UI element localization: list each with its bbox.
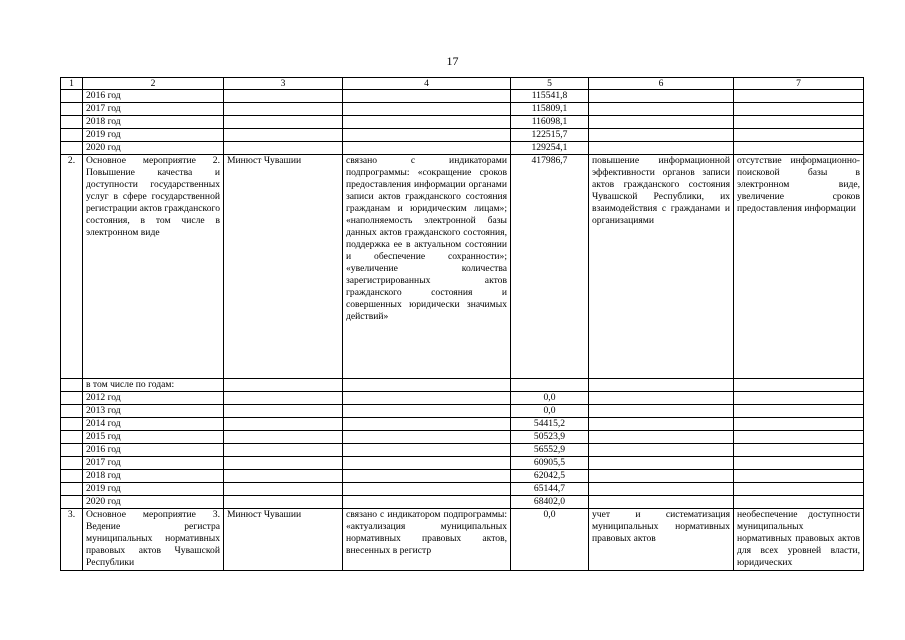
funding-cell: 50523,9 <box>511 431 589 444</box>
year-cell: 2017 год <box>83 103 224 116</box>
funding-cell: 65144,7 <box>511 483 589 496</box>
table-row <box>61 90 864 103</box>
year-cell: 2014 год <box>83 418 224 431</box>
table-row <box>61 444 864 457</box>
table-row <box>61 116 864 129</box>
activity-number: 2. <box>61 155 83 379</box>
column-number: 2 <box>83 78 224 90</box>
funding-cell: 115809,1 <box>511 103 589 116</box>
activity-total-funding: 0,0 <box>511 509 589 571</box>
funding-cell: 122515,7 <box>511 129 589 142</box>
table-row <box>61 470 864 483</box>
column-number: 5 <box>511 78 589 90</box>
funding-cell: 54415,2 <box>511 418 589 431</box>
table-row <box>61 379 864 392</box>
table-row <box>61 103 864 116</box>
year-cell: 2012 год <box>83 392 224 405</box>
table-row <box>61 457 864 470</box>
funding-cell: 60905,5 <box>511 457 589 470</box>
activity-number: 3. <box>61 509 83 571</box>
funding-cell: 115541,8 <box>511 90 589 103</box>
column-number: 3 <box>224 78 343 90</box>
activity-row <box>61 155 864 379</box>
year-cell: 2019 год <box>83 129 224 142</box>
year-cell: 2020 год <box>83 496 224 509</box>
column-number: 6 <box>589 78 734 90</box>
activity-consequence: необеспечение доступности муниципальных нормативных правовых актов для всех уровней власти, юридических <box>734 509 864 571</box>
activity-expected-result: повышение информационной эффективности органов записи актов гражданского состояния Чувашской Республики, их взаимодействия с гражданами и организациями <box>589 155 734 379</box>
year-cell: 2018 год <box>83 470 224 483</box>
funding-cell: 129254,1 <box>511 142 589 155</box>
funding-cell: 0,0 <box>511 392 589 405</box>
column-number: 1 <box>61 78 83 90</box>
year-cell: 2013 год <box>83 405 224 418</box>
column-number: 7 <box>734 78 864 90</box>
funding-cell: 0,0 <box>511 405 589 418</box>
activity-indicators: связано с индикатором подпрограммы: «актуализация муниципальных нормативных правовых актов, внесенных в регистр <box>343 509 511 571</box>
table-row <box>61 129 864 142</box>
year-cell: 2015 год <box>83 431 224 444</box>
table-row <box>61 405 864 418</box>
year-cell: 2017 год <box>83 457 224 470</box>
by-years-label: в том числе по годам: <box>83 379 224 392</box>
activity-indicators: связано с индикаторами подпрограммы: «сокращение сроков предоставления информации органами записи актов гражданского состояния гражданам и юридическим лицам»; «наполняемость электронной базы данных актов гражданского состояния, поддержка ее в актуальном состоянии и обеспечение сохранности»; «увеличение количества зарегистрированных актов гражданского состояния и совершенных юридически значимых действий» <box>343 155 511 379</box>
page-number: 17 <box>446 54 459 68</box>
program-measures-table <box>60 77 864 571</box>
activity-consequence: отсутствие информационно-поисковой базы в электронном виде, увеличение сроков предоставления информации <box>734 155 864 379</box>
activity-executor: Минюст Чувашии <box>224 155 343 379</box>
activity-name: Основное мероприятие 2. Повышение качества и доступности государственных услуг в сфере государственной регистрации актов гражданского состояния, в том числе в электронном виде <box>83 155 224 379</box>
activity-expected-result: учет и систематизация муниципальных нормативных правовых актов <box>589 509 734 571</box>
table-row <box>61 142 864 155</box>
year-cell: 2016 год <box>83 90 224 103</box>
activity-row <box>61 509 864 571</box>
funding-cell: 68402,0 <box>511 496 589 509</box>
activity-name: Основное мероприятие 3. Ведение регистра муниципальных нормативных правовых актов Чувашской Республики <box>83 509 224 571</box>
year-cell: 2018 год <box>83 116 224 129</box>
year-cell: 2016 год <box>83 444 224 457</box>
column-number-row <box>61 78 864 90</box>
table-row <box>61 431 864 444</box>
table-row <box>61 392 864 405</box>
year-cell: 2020 год <box>83 142 224 155</box>
table-row <box>61 483 864 496</box>
funding-cell: 62042,5 <box>511 470 589 483</box>
activity-executor: Минюст Чувашии <box>224 509 343 571</box>
funding-cell: 116098,1 <box>511 116 589 129</box>
funding-cell: 56552,9 <box>511 444 589 457</box>
column-number: 4 <box>343 78 511 90</box>
table-row <box>61 496 864 509</box>
table-row <box>61 418 864 431</box>
activity-total-funding: 417986,7 <box>511 155 589 379</box>
year-cell: 2019 год <box>83 483 224 496</box>
